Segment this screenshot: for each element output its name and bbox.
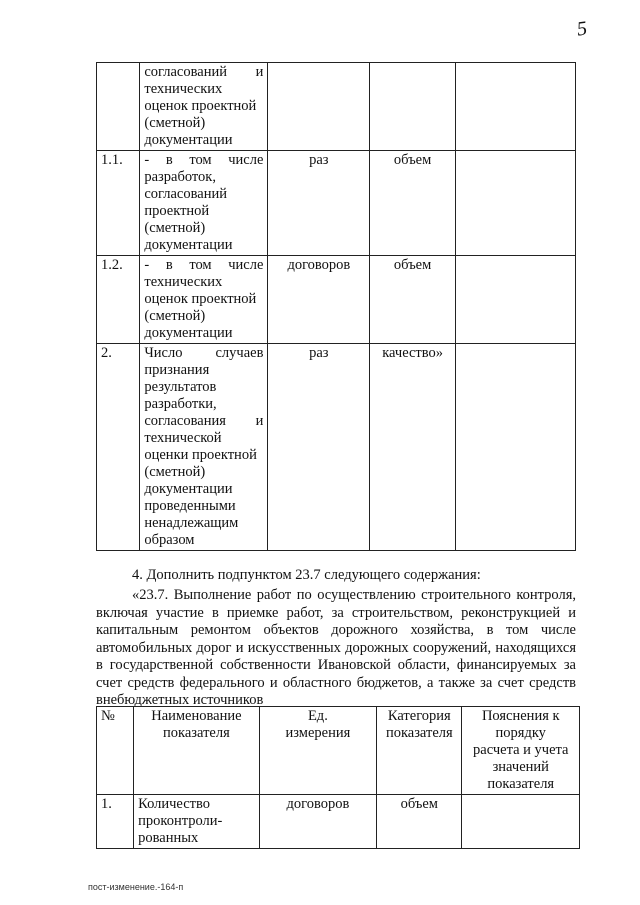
indicators-table-continued bbox=[96, 62, 576, 551]
row-number: 1.2. bbox=[97, 256, 140, 344]
name-line: (сметной) bbox=[144, 115, 206, 131]
header-name bbox=[134, 707, 260, 795]
name-line: разработок, bbox=[144, 169, 216, 185]
name-line: документации bbox=[144, 237, 233, 253]
name-line: (сметной) bbox=[144, 220, 206, 236]
name-line: технических bbox=[144, 274, 223, 290]
header-note bbox=[462, 707, 580, 795]
name-line: разработки, bbox=[144, 396, 217, 412]
name-line: документации bbox=[144, 481, 233, 497]
row-number: 1. bbox=[97, 795, 134, 849]
unit-cell: раз bbox=[268, 151, 370, 256]
name-line: технических bbox=[144, 81, 223, 97]
name-line: результатов bbox=[144, 379, 217, 395]
table-row bbox=[97, 344, 576, 551]
note-cell bbox=[455, 63, 575, 151]
row-number bbox=[97, 63, 140, 151]
indicator-name bbox=[134, 795, 260, 849]
header-line: Пояснения к bbox=[481, 708, 560, 724]
note-cell bbox=[462, 795, 580, 849]
name-line: согласования и bbox=[144, 413, 264, 429]
name-line: документации bbox=[144, 132, 233, 148]
header-line: измерения bbox=[285, 725, 351, 741]
footer-document-id: пост-изменение.-164-п bbox=[88, 882, 184, 892]
note-cell bbox=[455, 344, 575, 551]
header-line: Ед. bbox=[307, 708, 328, 724]
name-line: (сметной) bbox=[144, 308, 206, 324]
name-line: документации bbox=[144, 325, 233, 341]
name-line: образом bbox=[144, 532, 195, 548]
name-line: признания bbox=[144, 362, 210, 378]
note-cell bbox=[455, 256, 575, 344]
unit-cell: договоров bbox=[268, 256, 370, 344]
indicator-name bbox=[140, 63, 268, 151]
unit-cell bbox=[268, 63, 370, 151]
name-line: ненадлежащим bbox=[144, 515, 239, 531]
amendment-paragraph: 4. Дополнить подпунктом 23.7 следующего содержания: bbox=[132, 567, 481, 583]
indicators-table bbox=[96, 706, 580, 849]
name-line: проконтроли- bbox=[138, 813, 223, 829]
category-cell: объем bbox=[370, 256, 456, 344]
unit-cell: договоров bbox=[259, 795, 376, 849]
table-row bbox=[97, 795, 580, 849]
header-unit bbox=[259, 707, 376, 795]
header-line: порядку bbox=[495, 725, 546, 741]
header-number: № bbox=[97, 707, 134, 795]
page-number: 5 bbox=[575, 17, 589, 41]
unit-cell: раз bbox=[268, 344, 370, 551]
name-line: оценок проектной bbox=[144, 98, 257, 114]
name-line: согласований bbox=[144, 186, 227, 202]
header-line: показателя bbox=[163, 725, 230, 741]
header-line: расчета и учета bbox=[473, 742, 569, 758]
name-line: проектной bbox=[144, 203, 210, 219]
name-line: проведенными bbox=[144, 498, 236, 514]
row-number: 2. bbox=[97, 344, 140, 551]
note-cell bbox=[455, 151, 575, 256]
header-line: значений bbox=[492, 759, 549, 775]
header-category bbox=[377, 707, 462, 795]
table-row bbox=[97, 151, 576, 256]
header-line: показателя bbox=[385, 725, 453, 741]
header-line: Категория bbox=[387, 708, 451, 724]
table-header-row bbox=[97, 707, 580, 795]
category-cell bbox=[370, 63, 456, 151]
table-row bbox=[97, 63, 576, 151]
table-row bbox=[97, 256, 576, 344]
category-cell: объем bbox=[370, 151, 456, 256]
category-cell: качество» bbox=[370, 344, 456, 551]
indicator-name bbox=[140, 344, 268, 551]
name-line: согласований и bbox=[144, 64, 264, 80]
header-line: показателя bbox=[487, 776, 555, 792]
indicator-name bbox=[140, 256, 268, 344]
subclause-text: «23.7. Выполнение работ по осуществлению строительного контроля, включая участие в приемке работ, за строительством, реконструкцией и капитальным ремонтом объектов дорожного хозяйства, в том числе автомобильных дорог и искусственных дорожных сооружений, находящихся в государственной собственности Ивановской области, финансируемых за счет средств федерального и областного бюджетов, а также за счет средств внебюджетных источников bbox=[96, 587, 576, 708]
name-line: рованных bbox=[138, 830, 199, 846]
name-line: - в том числе bbox=[144, 257, 264, 273]
name-line: - в том числе bbox=[144, 152, 264, 168]
header-line: Наименование bbox=[151, 708, 242, 724]
name-line: оценки проектной bbox=[144, 447, 257, 463]
name-line: (сметной) bbox=[144, 464, 206, 480]
name-line: Количество bbox=[138, 796, 211, 812]
name-line: технической bbox=[144, 430, 222, 446]
category-cell: объем bbox=[377, 795, 462, 849]
name-line: Число случаев bbox=[144, 345, 264, 361]
name-line: оценок проектной bbox=[144, 291, 257, 307]
indicator-name bbox=[140, 151, 268, 256]
row-number: 1.1. bbox=[97, 151, 140, 256]
